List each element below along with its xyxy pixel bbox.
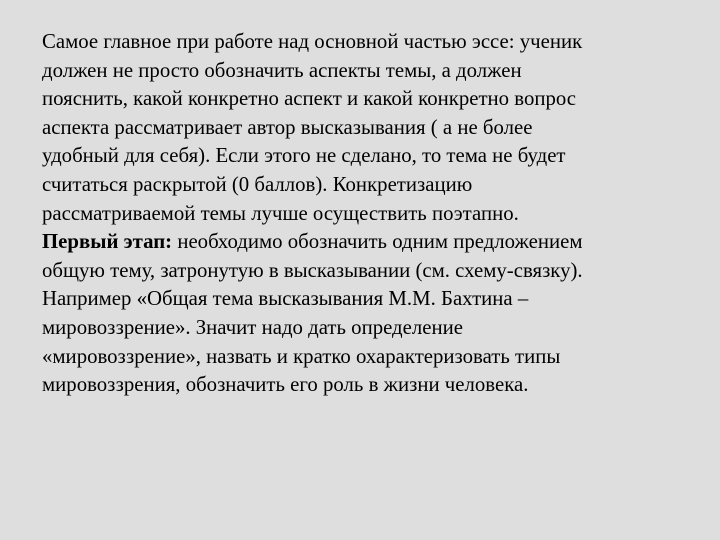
essay-text-block [42,28,682,400]
text-line: аспекта рассматривает автор высказывания ( а не более [42,115,533,139]
text-line: Например «Общая тема высказывания М.М. Бахтина – [42,287,529,311]
text-line: рассматриваемой темы лучше осуществить поэтапно. [42,201,519,225]
text-line: общую тему, затронутую в высказывании (см. схему-связку). [42,258,583,282]
text-line: «мировоззрение», назвать и кратко охарактеризовать типы [42,344,561,368]
text-line: считаться раскрытой (0 баллов). Конкретизацию [42,172,473,196]
text-line: удобный для себя). Если этого не сделано, то тема не будет [42,144,566,168]
first-stage-label: Первый этап: [42,230,173,254]
first-stage-line [42,228,682,257]
text-line: мировоззрения, обозначить его роль в жизни человека. [42,373,529,397]
first-stage-text: необходимо обозначить одним предложением [172,230,583,254]
text-line: мировоззрение». Значит надо дать определение [42,315,463,339]
text-line: Самое главное при работе над основной частью эссе: ученик [42,30,583,53]
text-line: пояснить, какой конкретно аспект и какой конкретно вопрос [42,87,577,111]
text-line: должен не просто обозначить аспекты темы, а должен [42,58,522,82]
